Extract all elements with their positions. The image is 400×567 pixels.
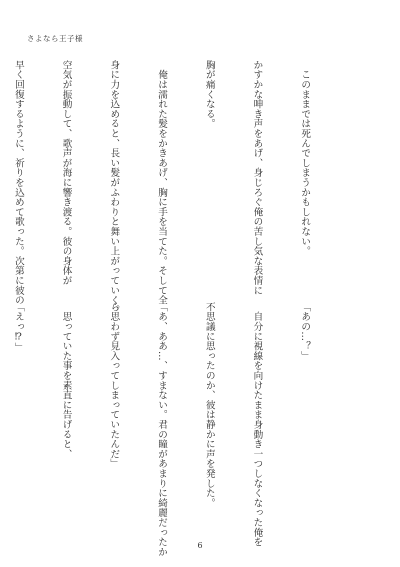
text-line: 俺は濡れた髪をかきあげ、胸に手を当てた。そして全 <box>156 60 168 305</box>
page-number: 6 <box>197 541 203 550</box>
text-block-lower <box>12 302 344 557</box>
text-line: 早く回復するように、祈りを込めて歌った。次第に彼の <box>12 60 24 305</box>
text-line: 身に力を込めると、長い髪がふわりと舞い上がっていく。 <box>108 60 120 315</box>
text-line: 「あの…？」 <box>299 302 311 361</box>
text-line: 自分に視線を向けたまま身動き一つしなくなった俺を <box>251 302 263 547</box>
text-line: 「えっ⁉」 <box>12 302 24 353</box>
text-line: このままでは死んでしまうかもしれない。 <box>299 60 311 256</box>
text-line: かすかな呻き声をあげ、身じろぐ俺の苦し気な表情に <box>251 60 263 296</box>
text-line: 胸が痛くなる。 <box>203 60 215 129</box>
text-line: 空気が振動して、歌声が海に響き渡る。彼の身体が <box>60 60 72 286</box>
text-line: 思っていた事を素直に告げると、 <box>60 302 72 459</box>
text-block-upper <box>12 60 344 315</box>
text-line: 「あ、ああ…、すまない。君の瞳があまりに綺麗だったか <box>156 302 168 557</box>
running-header: さよなら王子様 <box>27 34 83 43</box>
text-line: 不思議に思ったのか、彼は静かに声を発した。 <box>203 302 215 508</box>
text-line: ら思わず見入ってしまっていたんだ」 <box>108 302 120 469</box>
